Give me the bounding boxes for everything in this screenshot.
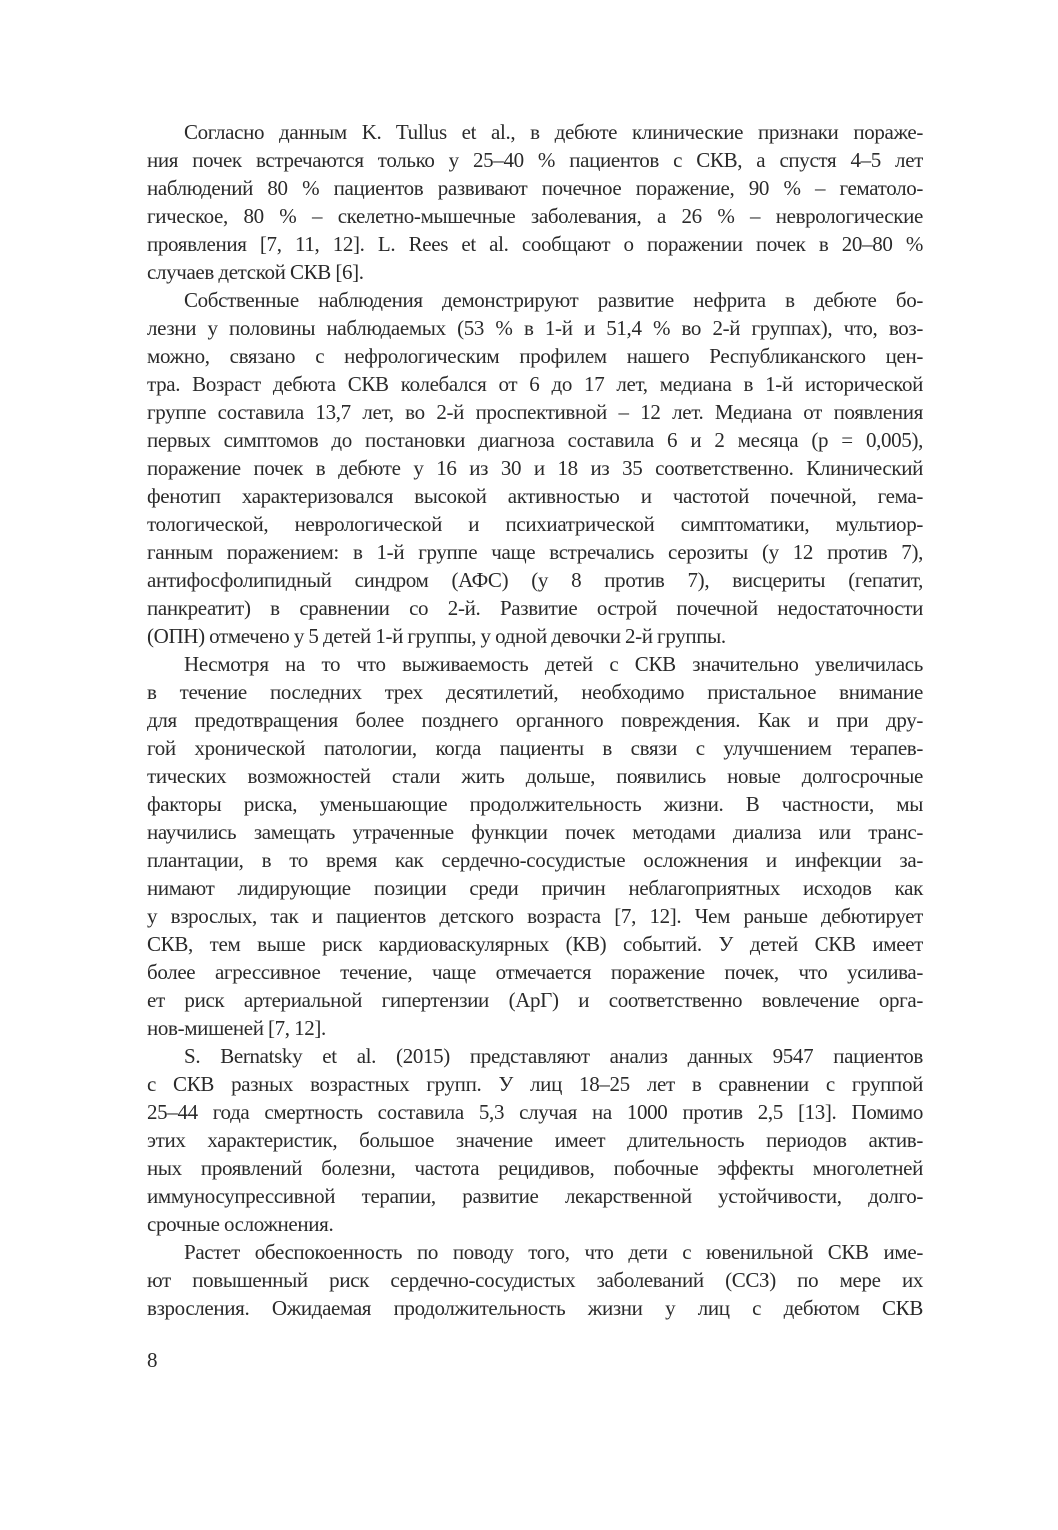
text-line: срочные осложнения. [147,1212,334,1236]
text-line: лезни у половины наблюдаемых (53 % в 1-й и 51,4 % во 2-й группах), что, воз- [147,316,923,340]
text-line: в течение последних трех десятилетий, необходимо пристальное внимание [147,680,923,704]
text-line: ния почек встречаются только у 25–40 % пациентов с СКВ, а спустя 4–5 лет [147,148,923,172]
text-line: тологической, неврологической и психиатрической симптоматики, мультиор- [147,512,923,536]
page-number: 8 [147,1348,158,1372]
text-line: первых симптомов до постановки диагноза составила 6 и 2 месяца (p = 0,005), [147,428,923,452]
text-line: S. Bernatsky et al. (2015) представляют анализ данных 9547 пациентов [184,1044,923,1068]
text-line: группе составила 13,7 лет, во 2-й проспективной – 12 лет. Медиана от появления [147,400,923,424]
text-line: научились замещать утраченные функции почек методами диализа или транс- [147,820,923,844]
text-line: плантации, в то время как сердечно-сосудистые осложнения и инфекции за- [147,848,923,872]
text-line: можно, связано с нефрологическим профилем нашего Республиканского цен- [147,344,923,368]
text-line: антифосфолипидный синдром (АФС) (у 8 против 7), висцериты (гепатит, [147,568,923,592]
text-line: Растет обеспокоенность по поводу того, что дети с ювенильной СКВ име- [184,1240,923,1264]
paragraph [147,118,923,286]
page-body [147,118,923,1322]
text-line: более агрессивное течение, чаще отмечается поражение почек, что усилива- [147,960,923,984]
text-line: гой хронической патологии, когда пациенты в связи с улучшением терапев- [147,736,923,760]
text-line: для предотвращения более позднего органного повреждения. Как и при дру- [147,708,923,732]
paragraph [147,286,923,650]
text-line: Согласно данным K. Tullus et al., в дебюте клинические признаки пораже- [184,120,923,144]
text-line: нов-мишеней [7, 12]. [147,1016,326,1040]
text-line: у взрослых, так и пациентов детского возраста [7, 12]. Чем раньше дебютирует [147,904,923,928]
text-line: случаев детской СКВ [6]. [147,260,364,284]
text-line: ганным поражением: в 1-й группе чаще встречались серозиты (у 12 против 7), [147,540,923,564]
text-line: тических возможностей стали жить дольше, появились новые долгосрочные [147,764,923,788]
text-line: тра. Возраст дебюта СКВ колебался от 6 до 17 лет, медиана в 1-й исторической [147,372,923,396]
text-line: факторы риска, уменьшающие продолжительность жизни. В частности, мы [147,792,923,816]
text-line: (ОПН) отмечено у 5 детей 1-й группы, у одной девочки 2-й группы. [147,624,726,648]
text-line: проявления [7, 11, 12]. L. Rees et al. сообщают о поражении почек в 20–80 % [147,232,923,256]
text-line: ют повышенный риск сердечно-сосудистых заболеваний (ССЗ) по мере их [147,1268,923,1292]
text-line: Несмотря на то что выживаемость детей с СКВ значительно увеличилась [184,652,923,676]
paragraph [147,650,923,1042]
paragraph [147,1042,923,1238]
text-line: 25–44 года смертность составила 5,3 случая на 1000 против 2,5 [13]. Помимо [147,1100,923,1124]
text-line: ных проявлений болезни, частота рецидивов, побочные эффекты многолетней [147,1156,923,1180]
text-line: ет риск артериальной гипертензии (АрГ) и соответственно вовлечение орга- [147,988,923,1012]
text-line: Собственные наблюдения демонстрируют развитие нефрита в дебюте бо- [184,288,923,312]
text-line: с СКВ разных возрастных групп. У лиц 18–25 лет в сравнении с группой [147,1072,923,1096]
text-line: поражение почек в дебюте у 16 из 30 и 18 из 35 соответственно. Клинический [147,456,923,480]
text-line: панкреатит) в сравнении со 2-й. Развитие острой почечной недостаточности [147,596,923,620]
text-line: гическое, 80 % – скелетно-мышечные заболевания, а 26 % – неврологические [147,204,923,228]
text-line: нимают лидирующие позиции среди причин неблагоприятных исходов как [147,876,923,900]
text-line: наблюдений 80 % пациентов развивают почечное поражение, 90 % – гематоло- [147,176,923,200]
text-line: СКВ, тем выше риск кардиоваскулярных (КВ) событий. У детей СКВ имеет [147,932,923,956]
paragraph [147,1238,923,1322]
text-line: взросления. Ожидаемая продолжительность жизни у лиц с дебютом СКВ [147,1296,923,1320]
text-line: фенотип характеризовался высокой активностью и частотой почечной, гема- [147,484,923,508]
text-line: иммуносупрессивной терапии, развитие лекарственной устойчивости, долго- [147,1184,923,1208]
text-line: этих характеристик, большое значение имеет длительность периодов актив- [147,1128,923,1152]
